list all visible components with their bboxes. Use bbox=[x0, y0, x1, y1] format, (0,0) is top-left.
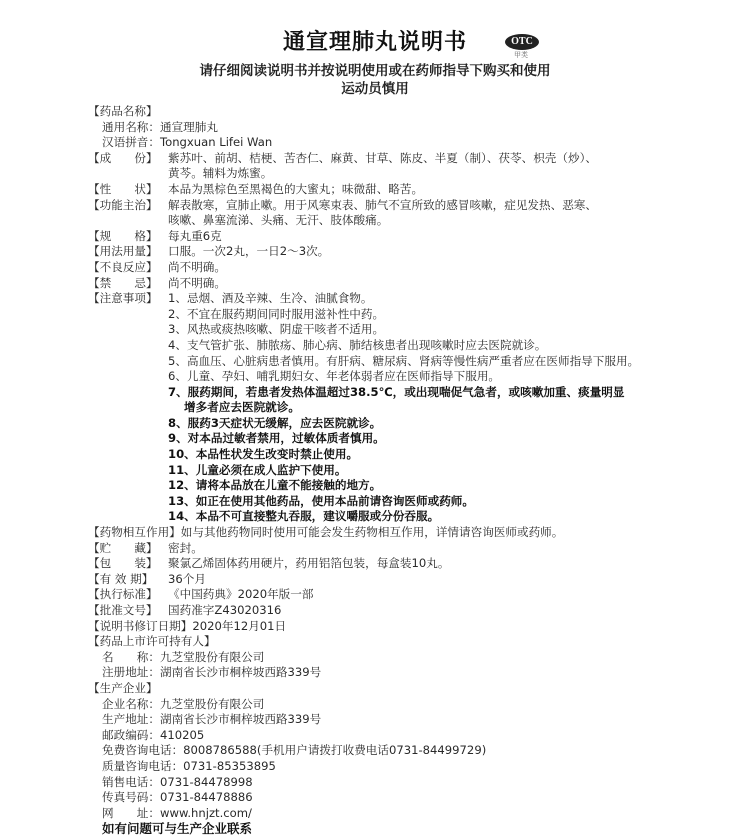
field-value: 紫苏叶、前胡、桔梗、苦杏仁、麻黄、甘草、陈皮、半夏（制）、茯苓、枳壳（炒）、 bbox=[168, 150, 597, 165]
section-label: 【禁 忌】 bbox=[88, 275, 158, 290]
manufacturer-field bbox=[88, 775, 668, 791]
field-value: 《中国药典》2020年版一部 bbox=[168, 587, 314, 602]
field-value: 8008786588(手机用户请拨打收费电话0731-84499729) bbox=[183, 743, 487, 758]
section-label: 【有 效 期】 bbox=[88, 571, 154, 586]
field-value: 0731-85353895 bbox=[183, 758, 276, 773]
precaution-item: 6、儿童、孕妇、哺乳期妇女、年老体弱者应在医师指导下服用。 bbox=[168, 369, 501, 384]
section-label: 【功能主治】 bbox=[88, 197, 158, 212]
character-row bbox=[88, 182, 668, 198]
precaution-item-cont: 增多者应去医院就诊。 bbox=[184, 400, 300, 415]
manufacturer-field bbox=[88, 712, 668, 728]
validity-row bbox=[88, 572, 668, 588]
adverse-row bbox=[88, 260, 668, 276]
section-label: 【用法用量】 bbox=[88, 244, 158, 259]
section-label: 【药品名称】 bbox=[88, 104, 158, 118]
manufacturer-field bbox=[88, 790, 668, 806]
field-value: 聚氯乙烯固体药用硬片，药用铝箔包装，每盒装10丸。 bbox=[168, 556, 450, 571]
field-value: 每丸重6克 bbox=[168, 228, 222, 243]
field-value: 解表散寒，宣肺止嗽。用于风寒束表、肺气不宣所致的感冒咳嗽，症见发热、恶寒、 bbox=[168, 197, 597, 212]
field-value: 九芝堂股份有限公司 bbox=[159, 696, 265, 711]
otc-class: 甲类 bbox=[514, 51, 528, 59]
holder-header bbox=[88, 634, 668, 650]
field-value: 咳嗽、鼻塞流涕、头痛、无汗、肢体酸痛。 bbox=[168, 213, 389, 228]
precaution-item: 11、儿童必须在成人监护下使用。 bbox=[168, 462, 347, 477]
section-label: 【性 状】 bbox=[88, 181, 158, 196]
precaution-item: 1、忌烟、酒及辛辣、生冷、油腻食物。 bbox=[168, 291, 373, 306]
ingredients-cont bbox=[88, 166, 668, 182]
interaction-row bbox=[88, 525, 668, 541]
standard-row bbox=[88, 587, 668, 603]
indications-cont bbox=[88, 213, 668, 229]
indications-row bbox=[88, 198, 668, 214]
subtitle: 请仔细阅读说明书并按说明使用或在药师指导下购买和使用 bbox=[199, 63, 551, 79]
field-label: 网 址： bbox=[102, 805, 160, 820]
contraindication-row bbox=[88, 276, 668, 292]
section-label: 【规 格】 bbox=[88, 228, 158, 243]
field-value: 0731-84478886 bbox=[159, 790, 253, 805]
ingredients-row bbox=[88, 151, 668, 167]
field-label: 质量咨询电话： bbox=[102, 758, 184, 773]
storage-row bbox=[88, 541, 668, 557]
revision-row bbox=[88, 619, 668, 635]
section-label: 【生产企业】 bbox=[88, 680, 158, 695]
section-label: 【药物相互作用】 bbox=[88, 525, 181, 540]
otc-badge: OTC bbox=[505, 34, 539, 50]
field-label: 名 称： bbox=[102, 649, 160, 664]
section-label: 【贮 藏】 bbox=[88, 540, 158, 555]
precaution-item: 12、请将本品放在儿童不能接触的地方。 bbox=[168, 478, 382, 493]
website-value: www.hnjzt.com/ bbox=[159, 805, 252, 820]
generic-name-row bbox=[88, 120, 668, 136]
field-value: 2020年12月01日 bbox=[192, 618, 287, 633]
precaution-item: 10、本品性状发生改变时禁止使用。 bbox=[168, 447, 359, 462]
precautions-row bbox=[88, 291, 668, 307]
field-value: 尚不明确。 bbox=[168, 259, 226, 274]
precaution-item: 7、服药期间，若患者发热体温超过38.5℃，或出现喘促气急者，或咳嗽加重、痰量明显 bbox=[168, 384, 625, 399]
field-value: 通宣理肺丸 bbox=[159, 119, 218, 134]
precaution-item: 5、高血压、心脏病患者慎用。有肝病、糖尿病、肾病等慢性病严重者应在医师指导下服用。 bbox=[168, 353, 640, 368]
field-label: 注册地址： bbox=[102, 665, 160, 680]
field-value: 湖南省长沙市桐梓坡西路339号 bbox=[159, 665, 322, 680]
field-label: 汉语拼音： bbox=[102, 135, 160, 150]
holder-name-row bbox=[88, 650, 668, 666]
field-value: 36个月 bbox=[168, 571, 206, 586]
field-label: 企业名称： bbox=[102, 696, 160, 711]
field-value: 湖南省长沙市桐梓坡西路339号 bbox=[159, 712, 322, 727]
field-value: 密封。 bbox=[168, 540, 203, 555]
field-value: Tongxuan Lifei Wan bbox=[159, 135, 273, 150]
field-label: 邮政编码： bbox=[102, 727, 160, 742]
section-label: 【成 份】 bbox=[88, 150, 158, 165]
spec-row bbox=[88, 229, 668, 245]
field-label: 销售电话： bbox=[102, 774, 160, 789]
approval-row bbox=[88, 603, 668, 619]
precaution-item: 14、本品不可直接整丸吞服，建议嚼服或分份吞服。 bbox=[168, 509, 440, 524]
field-value: 0731-84478998 bbox=[159, 774, 253, 789]
section-label: 【执行标准】 bbox=[88, 587, 158, 602]
precaution-item: 2、不宜在服药期间同时服用滋补性中药。 bbox=[168, 306, 385, 321]
manufacturer-field bbox=[88, 759, 668, 775]
section-label: 【包 装】 bbox=[88, 556, 158, 571]
section-label: 【说明书修订日期】 bbox=[88, 618, 193, 633]
precaution-item: 4、支气管扩张、肺脓疡、肺心病、肺结核患者出现咳嗽时应去医院就诊。 bbox=[168, 337, 547, 352]
section-label: 【不良反应】 bbox=[88, 259, 158, 274]
manufacturer-field bbox=[88, 728, 668, 744]
field-value: 国药准字Z43020316 bbox=[168, 603, 282, 617]
precaution-item: 3、风热或痰热咳嗽、阴虚干咳者不适用。 bbox=[168, 322, 385, 337]
section-drug-name bbox=[88, 104, 668, 120]
manufacturer-header bbox=[88, 681, 668, 697]
field-value: 尚不明确。 bbox=[168, 275, 226, 290]
leaflet-body bbox=[88, 104, 668, 837]
precaution-item: 9、对本品过敏者禁用，过敏体质者慎用。 bbox=[168, 431, 385, 446]
precaution-item: 13、如正在使用其他药品，使用本品前请咨询医师或药师。 bbox=[168, 493, 474, 508]
holder-address-row bbox=[88, 665, 668, 681]
dosage-row bbox=[88, 244, 668, 260]
field-value: 口服。一次2丸，一日2～3次。 bbox=[168, 244, 330, 259]
field-label: 传真号码： bbox=[102, 790, 160, 805]
field-value: 410205 bbox=[159, 727, 205, 742]
package-row bbox=[88, 556, 668, 572]
field-value: 黄芩。辅料为炼蜜。 bbox=[168, 166, 273, 181]
pinyin-row bbox=[88, 135, 668, 151]
field-label: 免费咨询电话： bbox=[102, 743, 184, 758]
field-label: 通用名称： bbox=[102, 119, 160, 134]
manufacturer-field bbox=[88, 743, 668, 759]
field-label: 生产地址： bbox=[102, 712, 160, 727]
precaution-item: 8、服药3天症状无缓解，应去医院就诊。 bbox=[168, 415, 382, 430]
field-value: 如与其他药物同时使用可能会发生药物相互作用，详情请咨询医师或药师。 bbox=[180, 525, 564, 540]
field-value: 本品为黑棕色至黑褐色的大蜜丸；味微甜、略苦。 bbox=[168, 181, 424, 196]
manufacturer-field bbox=[88, 806, 668, 822]
section-label: 【注意事项】 bbox=[88, 291, 158, 306]
athlete-warning: 运动员慎用 bbox=[341, 81, 409, 97]
section-label: 【批准文号】 bbox=[88, 603, 158, 617]
section-label: 【药品上市许可持有人】 bbox=[88, 634, 216, 649]
field-value: 九芝堂股份有限公司 bbox=[159, 649, 265, 664]
footer-contact-note: 如有问题可与生产企业联系 bbox=[102, 821, 253, 837]
document-title: 通宣理肺丸说明书 bbox=[282, 30, 468, 55]
manufacturer-field bbox=[88, 697, 668, 713]
